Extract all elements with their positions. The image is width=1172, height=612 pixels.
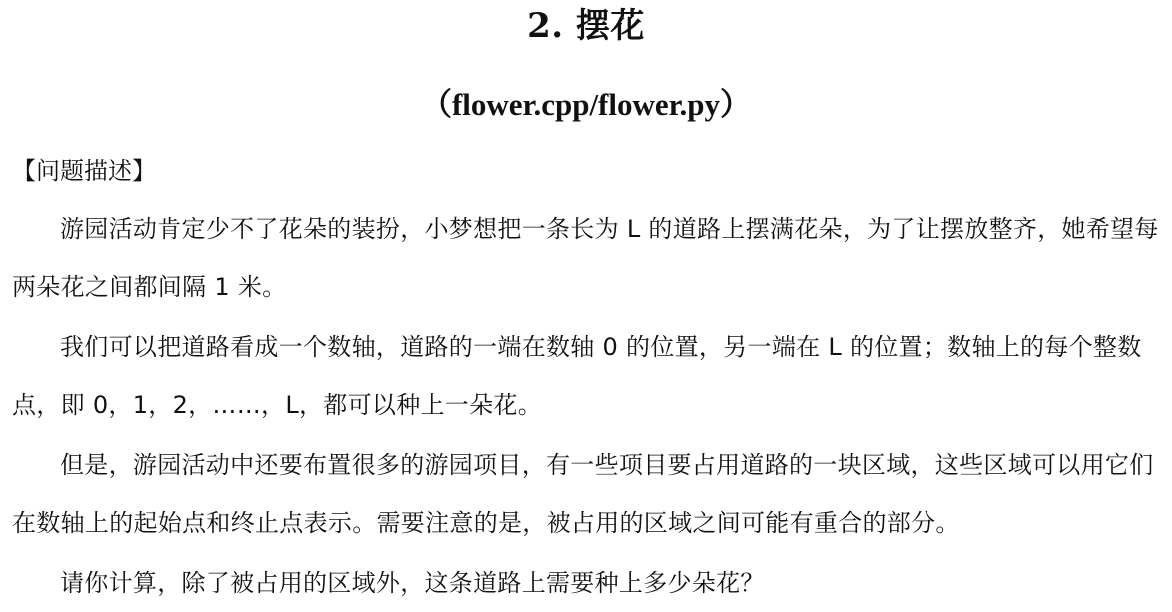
section-heading: 【问题描述】 — [12, 157, 156, 185]
file-names: （flower.cpp/flower.py） — [420, 87, 752, 122]
problem-title: 2. 摆花 — [527, 6, 645, 46]
paragraph-2: 我们可以把道路看成一个数轴，道路的一端在数轴 0 的位置，另一端在 L 的位置；数轴上的每个整数点，即 0，1，2，……，L，都可以种上一朵花。 — [12, 333, 1142, 419]
paragraph-4: 请你计算，除了被占用的区域外，这条道路上需要种上多少朵花？ — [60, 569, 765, 597]
paragraph-3: 但是，游园活动中还要布置很多的游园项目，有一些项目要占用道路的一块区域，这些区域可以用它们在数轴上的起始点和终止点表示。需要注意的是，被占用的区域之间可能有重合的部分。 — [12, 451, 1154, 537]
paragraph-1: 游园活动肯定少不了花朵的装扮，小梦想把一条长为 L 的道路上摆满花朵，为了让摆放整齐，她希望每两朵花之间都间隔 1 米。 — [12, 215, 1159, 301]
